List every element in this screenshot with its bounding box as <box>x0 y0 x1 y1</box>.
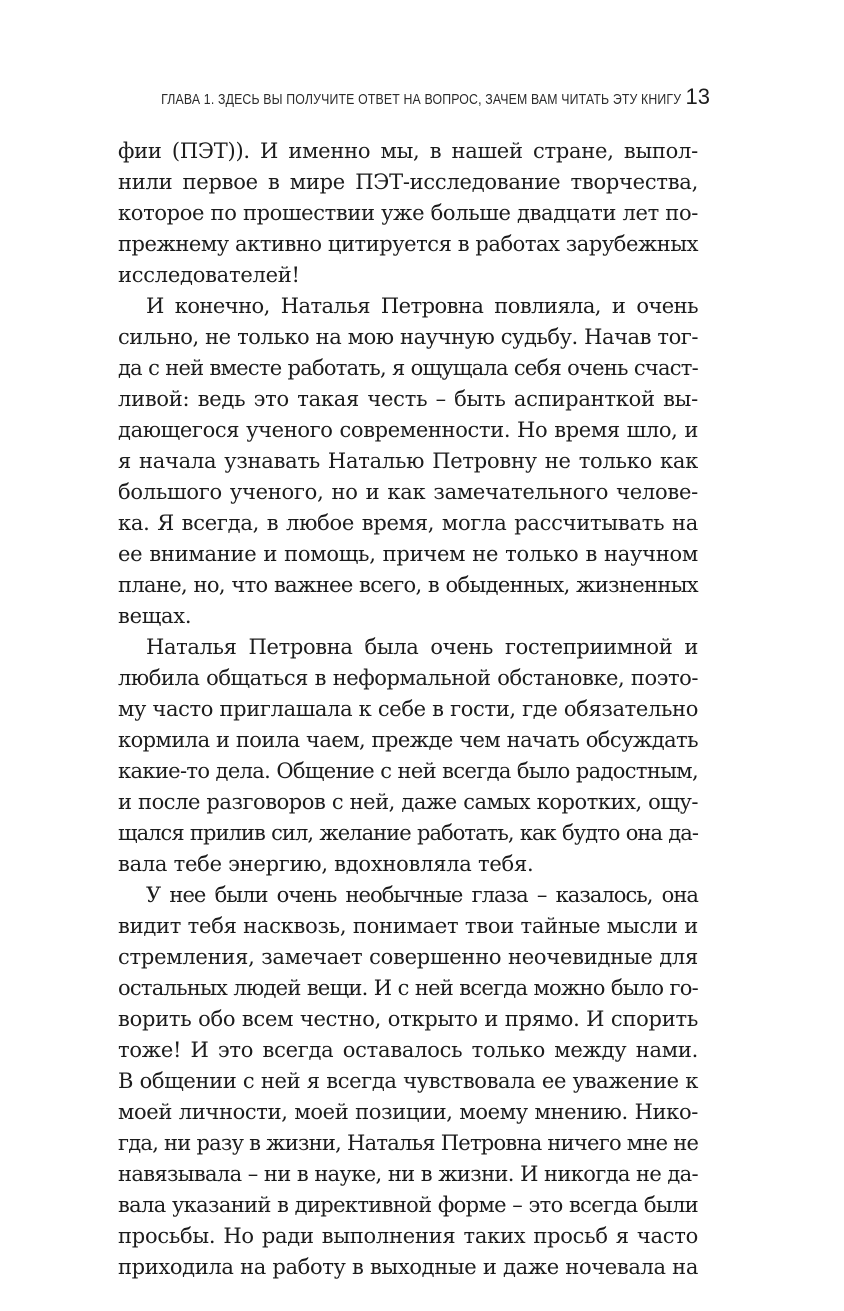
text-line: просьбы. Но ради выполнения таких просьб я часто <box>118 1224 698 1248</box>
text-line: тоже! И это всегда оставалось только между нами. <box>118 1038 698 1062</box>
text-line: которое по прошествии уже больше двадцати лет по- <box>118 201 698 225</box>
text-line: я начала узнавать Наталью Петровну не только как <box>118 449 698 473</box>
text-line: У нее были очень необычные глаза – казалось, она <box>146 883 698 907</box>
paragraph-1 <box>118 136 698 291</box>
text-line: да с ней вместе работать, я ощущала себя очень счаст- <box>118 356 698 380</box>
text-line: Наталья Петровна была очень гостеприимной и <box>146 635 698 659</box>
text-line: фии (ПЭТ)). И именно мы, в нашей стране, выпол- <box>118 139 698 163</box>
text-line: нили первое в мире ПЭТ-исследование творчества, <box>118 170 698 194</box>
text-line: моей личности, моей позиции, моему мнению. Нико- <box>118 1100 698 1124</box>
text-line: И конечно, Наталья Петровна повлияла, и очень <box>146 294 698 318</box>
paragraph-4 <box>118 880 698 1283</box>
text-line: вала тебе энергию, вдохновляла тебя. <box>118 852 534 876</box>
text-line: и после разговоров с ней, даже самых коротких, ощу- <box>118 790 698 814</box>
text-line: большого ученого, но и как замечательного челове- <box>118 480 698 504</box>
text-line: ка. Я всегда, в любое время, могла рассчитывать на <box>118 511 698 535</box>
text-line: гда, ни разу в жизни, Наталья Петровна ничего мне не <box>118 1131 699 1155</box>
text-line: остальных людей вещи. И с ней всегда можно было го- <box>118 976 698 1000</box>
paragraph-2 <box>118 291 698 632</box>
running-header <box>118 84 710 118</box>
text-line: какие-то дела. Общение с ней всегда было радостным, <box>118 759 698 783</box>
text-line: В общении с ней я всегда чувствовала ее уважение к <box>118 1069 698 1093</box>
text-line: сильно, не только на мою научную судьбу. Начав тог- <box>118 325 698 349</box>
text-line: ворить обо всем честно, открыто и прямо. И спорить <box>118 1007 698 1031</box>
text-line: любила общаться в неформальной обстановке, поэто- <box>118 666 698 690</box>
text-line: вала указаний в директивной форме – это всегда были <box>118 1193 698 1217</box>
text-line: дающегося ученого современности. Но время шло, и <box>118 418 698 442</box>
paragraph-3 <box>118 632 698 880</box>
text-line: щался прилив сил, желание работать, как будто она да- <box>118 821 698 845</box>
text-line: вещах. <box>118 604 192 628</box>
text-line: плане, но, что важнее всего, в обыденных, жизненных <box>118 573 698 597</box>
text-line: навязывала – ни в науке, ни в жизни. И никогда не да- <box>118 1162 698 1186</box>
text-line: му часто приглашала к себе в гости, где обязательно <box>118 697 698 721</box>
text-line: прежнему активно цитируется в работах зарубежных <box>118 232 698 256</box>
page-number: 13 <box>685 84 710 109</box>
text-line: ее внимание и помощь, причем не только в научном <box>118 542 698 566</box>
chapter-title: ГЛАВА 1. ЗДЕСЬ ВЫ ПОЛУЧИТЕ ОТВЕТ НА ВОПРОС, ЗАЧЕМ ВАМ ЧИТАТЬ ЭТУ КНИГУ <box>161 91 682 108</box>
text-line: кормила и поила чаем, прежде чем начать обсуждать <box>118 728 698 752</box>
text-line: стремления, замечает совершенно неочевидные для <box>118 945 698 969</box>
text-line: видит тебя насквозь, понимает твои тайные мысли и <box>118 914 698 938</box>
text-line: ливой: ведь это такая честь – быть аспиранткой вы- <box>118 387 698 411</box>
body-text <box>118 136 698 1283</box>
text-line: приходила на работу в выходные и даже ночевала на <box>118 1255 698 1279</box>
text-line: исследователей! <box>118 263 300 287</box>
